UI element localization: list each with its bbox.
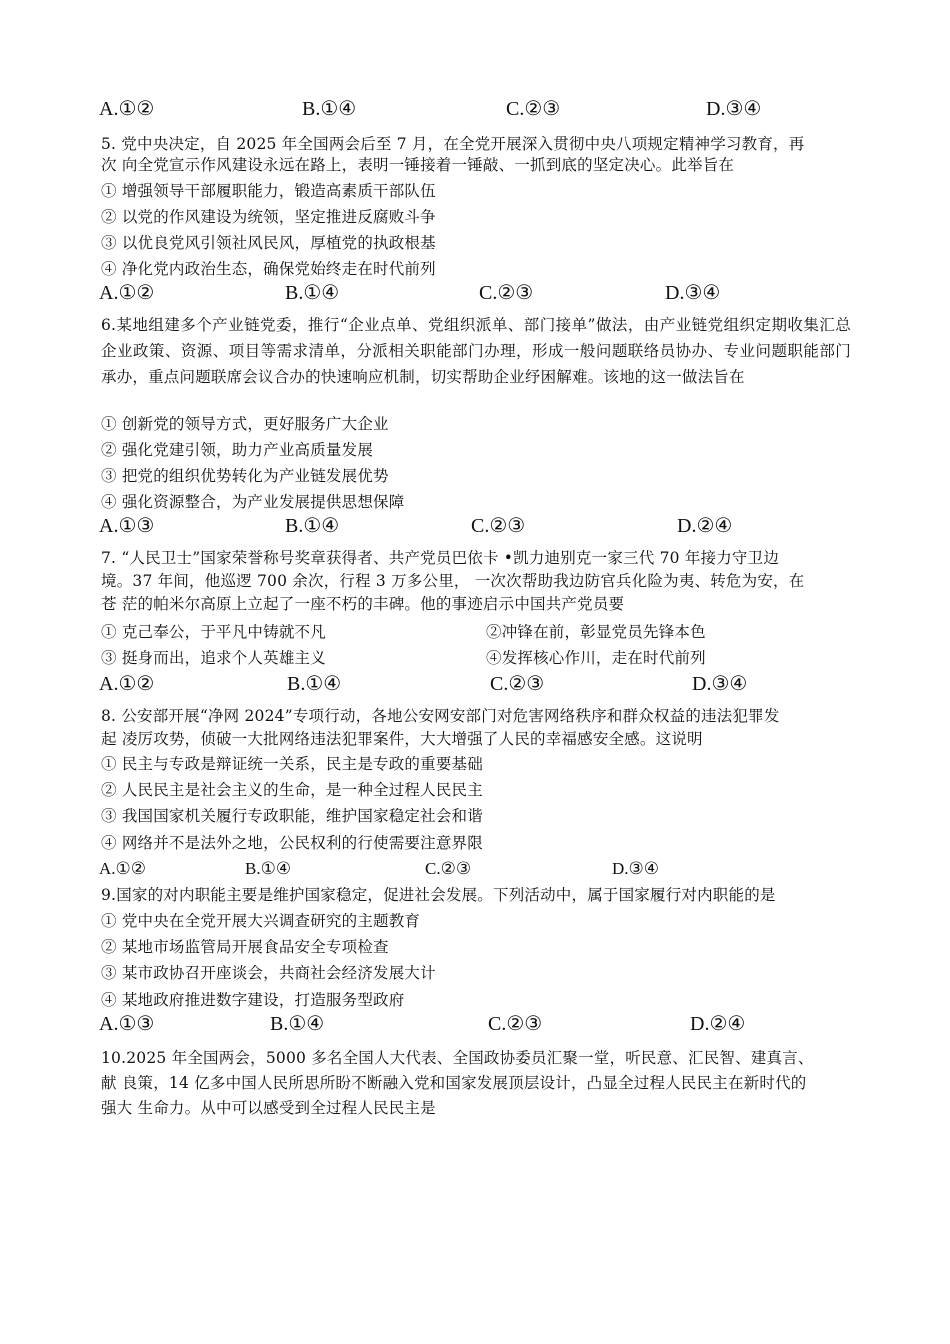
q6-option-a: A.①③ [99,515,155,537]
q4-option-c: C.②③ [506,98,561,120]
q5-stem-line-2: 次 向全党宣示作风建设永远在路上，表明一锤接着一锤敲、一抓到底的坚定决心。此举旨在 [101,156,735,174]
q10-stem-line-3: 强大 生命力。从中可以感受到全过程人民民主是 [101,1099,436,1117]
q4-option-a: A.①② [99,98,155,120]
q5-option-b: B.①④ [285,282,340,304]
q5-option-a: A.①② [99,282,155,304]
q9-option-d: D.②④ [690,1013,746,1035]
q10-stem-line-1: 10.2025 年全国两会，5000 多名全国人大代表、全国政协委员汇聚一堂，听民意、汇民智、建真言、 [101,1049,814,1067]
q8-item-4: ④ 网络并不是法外之地，公民权利的行使需要注意界限 [101,834,483,852]
q5-item-3: ③ 以优良党风引领社风民风，厚植党的执政根基 [101,234,436,252]
q5-item-2: ② 以党的作风建设为统领，坚定推进反腐败斗争 [101,208,436,226]
q8-option-c: C.②③ [425,859,472,878]
q6-option-d: D.②④ [677,515,733,537]
q5-stem-line-1: 5. 党中央决定，自 2025 年全国两会后至 7 月，在全党开展深入贯彻中央八项规定精神学习教育，再 [101,135,805,153]
q6-item-2: ② 强化党建引领，助力产业高质量发展 [101,441,374,459]
q9-stem: 9.国家的对内职能主要是维护国家稳定，促进社会发展。下列活动中，属于国家履行对内职能的是 [101,886,776,904]
q8-item-1: ① 民主与专政是辩证统一关系，民主是专政的重要基础 [101,755,483,773]
q9-item-1: ① 党中央在全党开展大兴调查研究的主题教育 [101,912,421,930]
q9-item-2: ② 某地市场监管局开展食品安全专项检查 [101,938,389,956]
q8-option-d: D.③④ [612,859,660,878]
q8-option-a: A.①② [99,859,147,878]
q9-item-4: ④ 某地政府推进数字建设，打造服务型政府 [101,991,405,1009]
q6-item-3: ③ 把党的组织优势转化为产业链发展优势 [101,467,389,485]
q7-option-a: A.①② [99,673,155,695]
q9-option-c: C.②③ [488,1013,543,1035]
q8-item-2: ② 人民民主是社会主义的生命，是一种全过程人民民主 [101,781,483,799]
q5-item-1: ① 增强领导干部履职能力，锻造高素质干部队伍 [101,182,436,200]
q8-option-b: B.①④ [245,859,292,878]
q4-option-b: B.①④ [302,98,357,120]
q7-item-4: ④发挥核心作川，走在时代前列 [486,649,706,667]
q7-item-3: ③ 挺身而出，追求个人英雄主义 [101,649,326,667]
q7-option-b: B.①④ [287,673,342,695]
q7-stem-line-3: 苍 茫的帕米尔高原上立起了一座不朽的丰碑。他的事迹启示中国共产党员要 [101,595,625,613]
q7-stem-line-1: 7. “人民卫士”国家荣誉称号奖章获得者、共产党员巴依卡 •凯力迪别克一家三代 70 年接力守卫边 [101,549,780,567]
q8-item-3: ③ 我国国家机关履行专政职能，维护国家稳定社会和谐 [101,807,483,825]
q4-option-d: D.③④ [706,98,762,120]
q10-stem-line-2: 献 良策，14 亿多中国人民所思所盼不断融入党和国家发展顶层设计，凸显全过程人民民主在新时代的 [101,1074,807,1092]
q7-stem-line-2: 境。37 年间，他巡逻 700 余次，行程 3 万多公里， 一次次帮助我边防官兵化险为夷、转危为安，在 [101,572,805,590]
q7-item-1: ① 克己奉公，于平凡中铸就不凡 [101,623,326,641]
q8-stem-line-2: 起 凌厉攻势，侦破一大批网络违法犯罪案件，大大增强了人民的幸福感安全感。这说明 [101,730,703,748]
q7-item-2: ②冲锋在前，彰显党员先锋本色 [486,623,706,641]
q6-item-1: ① 创新党的领导方式，更好服务广大企业 [101,415,389,433]
q9-item-3: ③ 某市政协召开座谈会，共商社会经济发展大计 [101,964,436,982]
q5-option-c: C.②③ [479,282,534,304]
q8-stem-line-1: 8. 公安部开展“净网 2024”专项行动，各地公安网安部门对危害网络秩序和群众权益的违法犯罪发 [101,707,780,725]
q5-item-4: ④ 净化党内政治生态，确保党始终走在时代前列 [101,260,436,278]
q6-option-b: B.①④ [285,515,340,537]
q6-item-4: ④ 强化资源整合，为产业发展提供思想保障 [101,493,405,511]
q9-option-a: A.①③ [99,1013,155,1035]
q7-option-c: C.②③ [490,673,545,695]
q9-option-b: B.①④ [270,1013,325,1035]
q6-stem: 6.某地组建多个产业链党委，推行“企业点单、党组织派单、部门接单”做法，由产业链党组织定期收集汇总企业政策、资源、项目等需求清单，分派相关职能部门办理，形成一般问题联络员协办、专业问题职能部门承办，重点问题联席会议合办的快速响应机制，切实帮助企业纾困解难。该地的这一做法旨在 [101,316,851,386]
q5-option-d: D.③④ [665,282,721,304]
q6-option-c: C.②③ [471,515,526,537]
q7-option-d: D.③④ [692,673,748,695]
